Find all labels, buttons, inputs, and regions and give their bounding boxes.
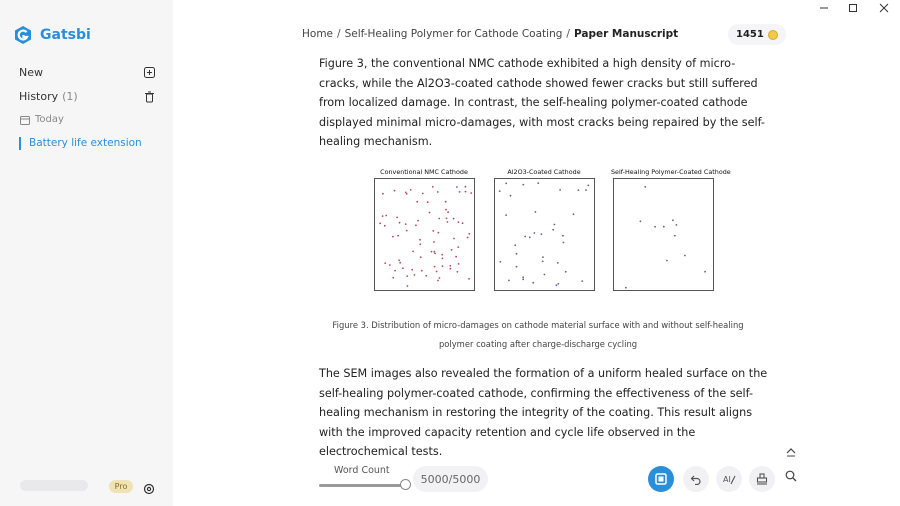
damage-dot xyxy=(406,275,408,277)
damage-dot xyxy=(684,255,686,257)
search-icon[interactable] xyxy=(784,469,798,483)
figure-3 xyxy=(370,168,730,293)
close-icon[interactable] xyxy=(878,2,890,14)
damage-dot xyxy=(556,262,558,264)
damage-dot xyxy=(419,243,421,245)
damage-dot xyxy=(404,192,406,194)
user-account[interactable] xyxy=(20,480,88,491)
history-item-active[interactable]: Battery life extension xyxy=(19,137,142,150)
damage-dot xyxy=(581,280,583,282)
damage-dot xyxy=(438,218,440,220)
damage-dot xyxy=(434,253,436,255)
damage-dot xyxy=(499,261,501,263)
damage-dot xyxy=(509,195,511,197)
stop-square-icon xyxy=(655,473,667,485)
minimize-icon[interactable] xyxy=(818,2,830,14)
damage-dot xyxy=(426,201,428,203)
damage-dot xyxy=(464,191,466,193)
gear-icon[interactable] xyxy=(143,480,155,492)
panel-plot xyxy=(374,178,475,291)
word-count-slider[interactable] xyxy=(319,484,406,487)
damage-dot xyxy=(437,280,439,282)
stamp-button[interactable] xyxy=(749,466,775,492)
word-count-label: Word Count xyxy=(334,465,390,476)
history-count: (1) xyxy=(62,90,78,103)
damage-dot xyxy=(397,235,399,237)
breadcrumb-home[interactable]: Home xyxy=(302,28,334,40)
damage-dot xyxy=(416,201,418,203)
today-label: Today xyxy=(35,114,64,125)
damage-dot xyxy=(508,280,510,282)
damage-dot xyxy=(458,191,460,193)
damage-dot xyxy=(392,277,394,279)
damage-dot xyxy=(542,256,544,258)
trash-icon[interactable] xyxy=(143,91,155,103)
undo-button[interactable] xyxy=(683,466,709,492)
app-logo[interactable] xyxy=(13,25,91,45)
breadcrumb-project[interactable]: Self-Healing Polymer for Cathode Coating xyxy=(344,28,563,40)
damage-dot xyxy=(398,259,400,261)
damage-dot xyxy=(498,190,500,192)
damage-dot xyxy=(457,246,459,248)
damage-dot xyxy=(430,251,432,253)
damage-dot xyxy=(515,253,517,255)
damage-dot xyxy=(445,218,447,220)
damage-dot xyxy=(672,219,674,221)
new-label: New xyxy=(19,66,43,79)
damage-dot xyxy=(431,186,433,188)
ai-rewrite-icon xyxy=(722,473,736,485)
damage-dot xyxy=(398,222,400,224)
stop-button[interactable] xyxy=(648,466,674,492)
breadcrumb xyxy=(302,28,678,40)
damage-dot xyxy=(662,226,664,228)
damage-dot xyxy=(534,211,536,213)
damage-dot xyxy=(405,193,407,195)
damage-dot xyxy=(436,191,438,193)
damage-dot xyxy=(541,261,543,263)
damage-dot xyxy=(453,238,455,240)
damage-dot xyxy=(389,264,391,266)
coin-icon xyxy=(768,30,778,40)
damage-dot xyxy=(385,215,387,217)
damage-dot xyxy=(559,189,561,191)
chevron-up-icon[interactable] xyxy=(784,444,798,458)
damage-dot xyxy=(562,235,564,237)
damage-dot xyxy=(381,215,383,217)
damage-dot xyxy=(437,232,439,234)
word-count-slider-thumb[interactable] xyxy=(400,479,411,490)
word-count-max: /5000 xyxy=(448,472,481,486)
maximize-icon[interactable] xyxy=(847,2,859,14)
damage-dot xyxy=(415,224,417,226)
panel-title: Self-Healing Polymer-Coated Cathode xyxy=(611,168,731,176)
damage-dot xyxy=(456,271,458,273)
breadcrumb-current: Paper Manuscript xyxy=(573,28,679,40)
damage-dot xyxy=(428,212,430,214)
figure-caption: Figure 3. Distribution of micro-damages on cathode material surface with and without self-healing polymer coating after charge-discharge cycling xyxy=(332,320,744,349)
damage-dot xyxy=(553,224,555,226)
panel-title: Conventional NMC Cathode xyxy=(380,168,468,176)
damage-dot xyxy=(514,244,516,246)
svg-text:AI: AI xyxy=(723,475,731,484)
damage-dot xyxy=(540,233,542,235)
history-label-group xyxy=(19,90,78,103)
damage-dot xyxy=(445,209,447,211)
damage-dot xyxy=(522,184,524,186)
damage-dot xyxy=(384,262,386,264)
damage-dot xyxy=(382,193,384,195)
plus-square-icon[interactable] xyxy=(143,67,155,79)
damage-dot xyxy=(464,186,466,188)
sidebar xyxy=(0,0,173,506)
damage-dot xyxy=(438,277,440,279)
damage-dot xyxy=(704,271,706,273)
damage-dot xyxy=(396,217,398,219)
today-group xyxy=(20,114,64,125)
damage-dot xyxy=(433,241,435,243)
damage-dot xyxy=(419,256,421,258)
damage-scatter xyxy=(495,179,596,292)
damage-dot xyxy=(666,260,668,262)
damage-dot xyxy=(433,251,435,253)
damage-dot xyxy=(393,190,395,192)
damage-dot xyxy=(455,256,457,258)
damage-dot xyxy=(543,274,545,276)
word-count-field[interactable] xyxy=(413,466,488,492)
damage-dot xyxy=(557,283,559,285)
damage-dot xyxy=(452,218,454,220)
damage-dot xyxy=(522,279,524,281)
damage-dot xyxy=(572,213,574,215)
panel-plot xyxy=(494,178,595,291)
damage-dot xyxy=(639,220,641,222)
damage-dot xyxy=(552,229,554,231)
figure-panel-conventional xyxy=(372,168,476,291)
damage-dot xyxy=(515,266,517,268)
credits-badge[interactable] xyxy=(728,24,786,45)
damage-dot xyxy=(562,242,564,244)
damage-dot xyxy=(466,237,468,239)
damage-dot xyxy=(383,225,385,227)
damage-dot xyxy=(505,214,507,216)
damage-dot xyxy=(404,223,406,225)
word-count-value: 5000 xyxy=(420,472,449,486)
damage-dot xyxy=(425,275,427,277)
damage-dot xyxy=(585,189,587,191)
damage-dot xyxy=(392,236,394,238)
damage-dot xyxy=(379,222,381,224)
damage-dot xyxy=(505,183,507,185)
credits-value: 1451 xyxy=(736,29,764,40)
damage-dot xyxy=(411,269,413,271)
damage-dot xyxy=(673,235,675,237)
calendar-icon xyxy=(20,115,30,125)
damage-dot xyxy=(399,262,401,264)
damage-dot xyxy=(577,189,579,191)
damage-dot xyxy=(457,263,459,265)
damage-dot xyxy=(413,274,415,276)
damage-dot xyxy=(528,236,530,238)
damage-dot xyxy=(420,270,422,272)
damage-dot xyxy=(461,222,463,224)
damage-dot xyxy=(470,192,472,194)
app-name: Gatsbi xyxy=(40,27,91,43)
damage-dot xyxy=(446,221,448,223)
damage-dot xyxy=(457,221,459,223)
damage-dot xyxy=(441,258,443,260)
stamp-icon xyxy=(756,473,768,485)
damage-dot xyxy=(435,271,437,273)
damage-dot xyxy=(524,236,526,238)
new-chat-row[interactable] xyxy=(19,66,155,79)
damage-dot xyxy=(644,186,646,188)
gatsbi-logo-icon xyxy=(13,25,33,45)
damage-dot xyxy=(441,265,443,267)
damage-dot xyxy=(564,271,566,273)
damage-dot xyxy=(405,230,407,232)
damage-scatter xyxy=(614,179,715,292)
damage-dot xyxy=(417,220,419,222)
damage-dot xyxy=(533,232,535,234)
pro-badge[interactable]: Pro xyxy=(109,480,133,493)
damage-dot xyxy=(587,185,589,187)
damage-dot xyxy=(532,282,534,284)
figure-panel-self-healing xyxy=(611,168,731,291)
damage-dot xyxy=(450,249,452,251)
damage-dot xyxy=(468,278,470,280)
damage-dot xyxy=(522,276,524,278)
history-label: History xyxy=(19,90,59,103)
damage-dot xyxy=(419,239,421,241)
damage-dot xyxy=(409,189,411,191)
damage-dot xyxy=(654,226,656,228)
damage-dot xyxy=(444,201,446,203)
damage-dot xyxy=(625,287,627,289)
paragraph-1: Figure 3, the conventional NMC cathode exhibited a high density of micro-cracks, while the Al2O3-coated cathode showed fewer cracks but still suffered from localized damage. In contrast, the self-healing polymer-coated cathode displayed minimal micro-damages, with most cracks being repaired by the self-healing mechanism. xyxy=(319,57,765,148)
damage-dot xyxy=(468,233,470,235)
panel-plot xyxy=(613,178,714,291)
paragraph-2: The SEM images also revealed the formation of a uniform healed surface on the self-healing polymer-coated cathode, confirming the effectiveness of the self-healing mechanism in restoring the integrity of the coating. This result aligns with the improved capacity retention and cycle life observed in the electrochemical tests. xyxy=(319,367,768,458)
ai-rewrite-button[interactable] xyxy=(716,466,742,492)
damage-dot xyxy=(412,251,414,253)
undo-icon xyxy=(690,473,702,485)
damage-dot xyxy=(394,270,396,272)
damage-scatter xyxy=(375,179,476,292)
damage-dot xyxy=(432,230,434,232)
panel-title: Al2O3-Coated Cathode xyxy=(507,168,581,176)
damage-dot xyxy=(421,193,423,195)
breadcrumb-separator: / xyxy=(566,28,570,40)
damage-dot xyxy=(675,224,677,226)
damage-dot xyxy=(402,267,404,269)
damage-dot xyxy=(449,265,451,267)
figure-panel-al2o3 xyxy=(492,168,596,291)
history-row[interactable] xyxy=(19,90,155,103)
damage-dot xyxy=(441,254,443,256)
damage-dot xyxy=(447,211,449,213)
damage-dot xyxy=(456,186,458,188)
damage-dot xyxy=(449,268,451,270)
damage-dot xyxy=(406,285,408,287)
damage-dot xyxy=(433,266,435,268)
damage-dot xyxy=(537,182,539,184)
breadcrumb-separator: / xyxy=(337,28,341,40)
damage-dot xyxy=(555,284,557,286)
